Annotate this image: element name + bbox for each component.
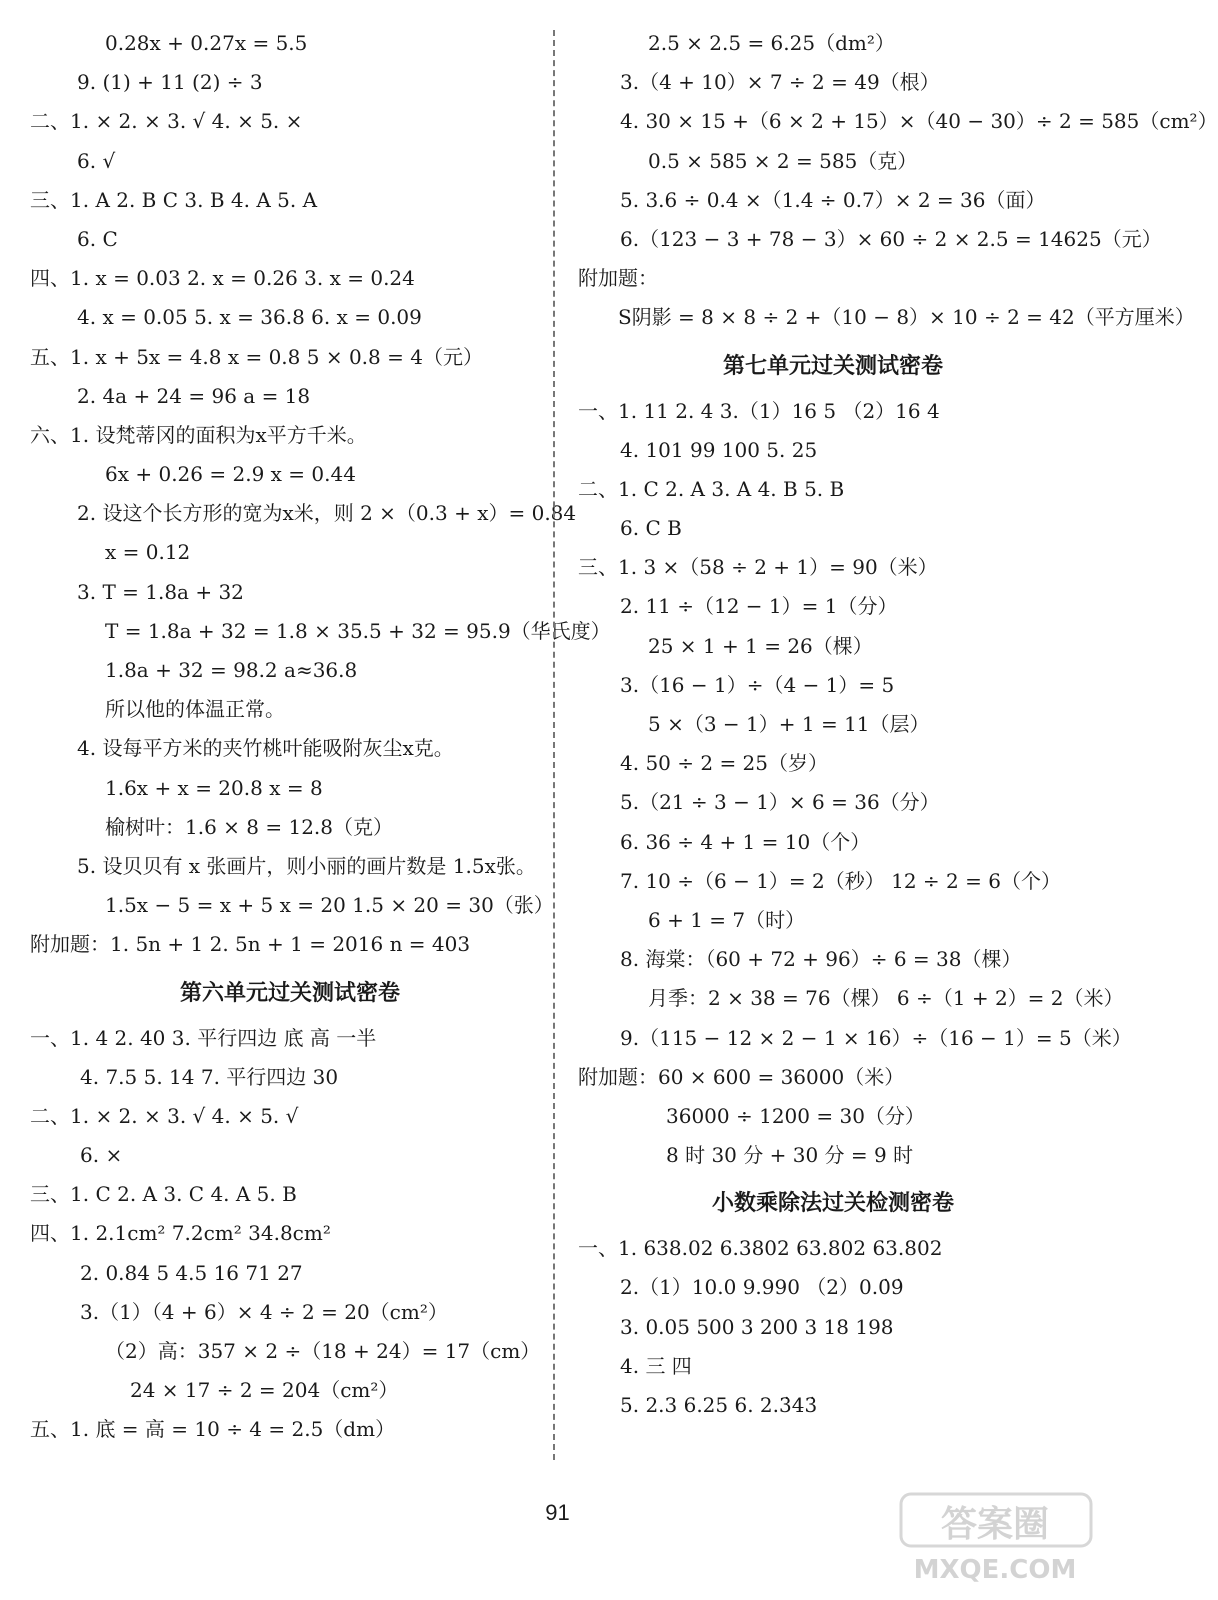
answer-line: 2. 11 ÷（12 − 1）= 1（分）	[620, 594, 898, 619]
answer-line: 1.8a + 32 = 98.2 a≈36.8	[105, 658, 358, 682]
answer-line: 六、1. 设梵蒂冈的面积为x平方千米。	[30, 422, 367, 447]
watermark-title: 答案圈	[940, 1504, 1050, 1545]
answer-line: 三、1. A 2. B C 3. B 4. A 5. A	[30, 187, 318, 212]
answer-line: 五、1. 底 = 高 = 10 ÷ 4 = 2.5（dm）	[30, 1417, 396, 1442]
answer-line: 6. C	[77, 226, 118, 251]
answer-line: x = 0.12	[105, 540, 191, 565]
answer-line: 24 × 17 ÷ 2 = 204（cm²）	[130, 1378, 399, 1403]
answer-line: 附加题：	[578, 266, 658, 291]
answer-line: 4. 7.5 5. 14 7. 平行四边 30	[80, 1064, 339, 1089]
answer-line: 6 + 1 = 7（时）	[648, 907, 806, 932]
answer-line: 5. 设贝贝有 x 张画片，则小丽的画片数是 1.5x张。	[77, 853, 536, 878]
answer-line: 二、1. C 2. A 3. A 4. B 5. B	[578, 476, 845, 501]
answer-line: 4. 101 99 100 5. 25	[620, 437, 818, 462]
answer-line: 2. 0.84 5 4.5 16 71 27	[80, 1260, 303, 1285]
answer-line: 9.（115 − 12 × 2 − 1 × 16）÷（16 − 1）= 5（米）	[620, 1025, 1132, 1050]
answer-line: 4. 50 ÷ 2 = 25（岁）	[620, 751, 829, 776]
page-number: 91	[545, 1500, 570, 1525]
answer-line: 一、1. 638.02 6.3802 63.802 63.802	[578, 1236, 943, 1261]
section-heading: 第六单元过关测试密卷	[179, 980, 400, 1006]
answer-line: 4. 设每平方米的夹竹桃叶能吸附灰尘x克。	[77, 736, 454, 761]
answer-line: 0.5 × 585 × 2 = 585（克）	[648, 148, 918, 173]
answer-line: 6.（123 − 3 + 78 − 3）× 60 ÷ 2 × 2.5 = 14625（元）	[620, 226, 1162, 251]
answer-line: 3.（16 − 1）÷（4 − 1）= 5	[620, 672, 895, 697]
answer-line: 8. 海棠：（60 + 72 + 96）÷ 6 = 38（棵）	[620, 947, 1022, 972]
answer-line: 5. 3.6 ÷ 0.4 ×（1.4 ÷ 0.7）× 2 = 36（面）	[620, 187, 1046, 212]
answer-line: 5.（21 ÷ 3 − 1）× 6 = 36（分）	[620, 790, 940, 815]
answer-line: 6. ×	[80, 1143, 123, 1168]
answer-line: 4. x = 0.05 5. x = 36.8 6. x = 0.09	[77, 305, 422, 330]
answer-line: 月季：2 × 38 = 76（棵） 6 ÷（1 + 2）= 2（米）	[648, 986, 1124, 1011]
answer-line: 1.5x − 5 = x + 5 x = 20 1.5 × 20 = 30（张）	[105, 893, 554, 918]
answer-line: 7. 10 ÷（6 − 1）= 2（秒） 12 ÷ 2 = 6（个）	[620, 868, 1061, 893]
watermark-url: MXQE.COM	[913, 1555, 1077, 1585]
answer-line: 四、1. 2.1cm² 7.2cm² 34.8cm²	[30, 1221, 331, 1246]
answer-line: 一、1. 11 2. 4 3.（1）16 5 （2）16 4	[578, 398, 940, 423]
answer-line: T = 1.8a + 32 = 1.8 × 35.5 + 32 = 95.9（华氏度）	[105, 618, 611, 643]
answer-line: 附加题：60 × 600 = 36000（米）	[578, 1064, 905, 1089]
answer-line: 36000 ÷ 1200 = 30（分）	[666, 1103, 925, 1128]
answer-line: 4. 三 四	[620, 1353, 692, 1378]
answer-line: 2. 设这个长方形的宽为x米，则 2 ×（0.3 + x）= 0.84	[77, 501, 577, 526]
answer-line: 2. 4a + 24 = 96 a = 18	[77, 383, 311, 408]
answer-line: 附加题：1. 5n + 1 2. 5n + 1 = 2016 n = 403	[30, 932, 471, 957]
section-heading: 第七单元过关测试密卷	[722, 353, 943, 379]
answer-line: S阴影 = 8 × 8 ÷ 2 +（10 − 8）× 10 ÷ 2 = 42（平方厘米）	[618, 305, 1195, 330]
answer-line: 6. 36 ÷ 4 + 1 = 10（个）	[620, 829, 871, 854]
answer-line: 一、1. 4 2. 40 3. 平行四边 底 高 一半	[30, 1025, 377, 1050]
answer-line: 2.5 × 2.5 = 6.25（dm²）	[648, 31, 895, 55]
answer-line: 3. T = 1.8a + 32	[77, 579, 244, 604]
answer-line: 三、1. C 2. A 3. C 4. A 5. B	[30, 1182, 297, 1207]
answer-line: 二、1. × 2. × 3. √ 4. × 5. √	[30, 1103, 299, 1128]
answer-line: 四、1. x = 0.03 2. x = 0.26 3. x = 0.24	[30, 266, 415, 291]
answer-line: 6x + 0.26 = 2.9 x = 0.44	[105, 462, 356, 487]
answer-line: 6. √	[77, 148, 116, 173]
answer-line: 2.（1）10.0 9.990 （2）0.0̇9̇	[620, 1275, 904, 1300]
answer-line: 二、1. × 2. × 3. √ 4. × 5. ×	[30, 109, 303, 134]
answer-line: 9. (1) + 11 (2) ÷ 3	[77, 70, 263, 95]
answer-line: 榆树叶：1.6 × 8 = 12.8（克）	[105, 814, 394, 839]
left-column	[30, 24, 611, 1450]
answer-line: 5 ×（3 − 1）+ 1 = 11（层）	[648, 712, 930, 736]
answer-line: 所以他的体温正常。	[105, 697, 285, 722]
answer-line: 三、1. 3 ×（58 ÷ 2 + 1）= 90（米）	[578, 555, 938, 580]
answer-line: （2）高：357 × 2 ÷（18 + 24）= 17（cm）	[105, 1339, 541, 1363]
answer-line: 8 时 30 分 + 30 分 = 9 时	[666, 1143, 914, 1168]
answer-line: 3. 0.05 500 3 200 3 18 198	[620, 1314, 894, 1339]
answer-line: 4. 30 × 15 +（6 × 2 + 15）×（40 − 30）÷ 2 = 585（cm²）	[620, 109, 1218, 134]
answer-line: 0.28x + 0.27x = 5.5	[105, 31, 308, 55]
watermark-logo	[895, 1488, 1100, 1588]
answer-line: 5. 2.3 6.25 6. 2.3̇43̇	[620, 1393, 818, 1417]
answer-line: 3.（4 + 10）× 7 ÷ 2 = 49（根）	[620, 70, 940, 95]
answer-line: 1.6x + x = 20.8 x = 8	[105, 775, 323, 800]
answer-line: 五、1. x + 5x = 4.8 x = 0.8 5 × 0.8 = 4（元）	[30, 344, 483, 369]
section-heading: 小数乘除法过关检测密卷	[711, 1191, 954, 1217]
answer-line: 6. C B	[620, 516, 682, 541]
column-divider	[553, 30, 555, 1460]
right-column	[578, 24, 1218, 1425]
answer-line: 3.（1）（4 + 6）× 4 ÷ 2 = 20（cm²）	[80, 1299, 448, 1324]
answer-line: 25 × 1 + 1 = 26（棵）	[648, 633, 873, 658]
